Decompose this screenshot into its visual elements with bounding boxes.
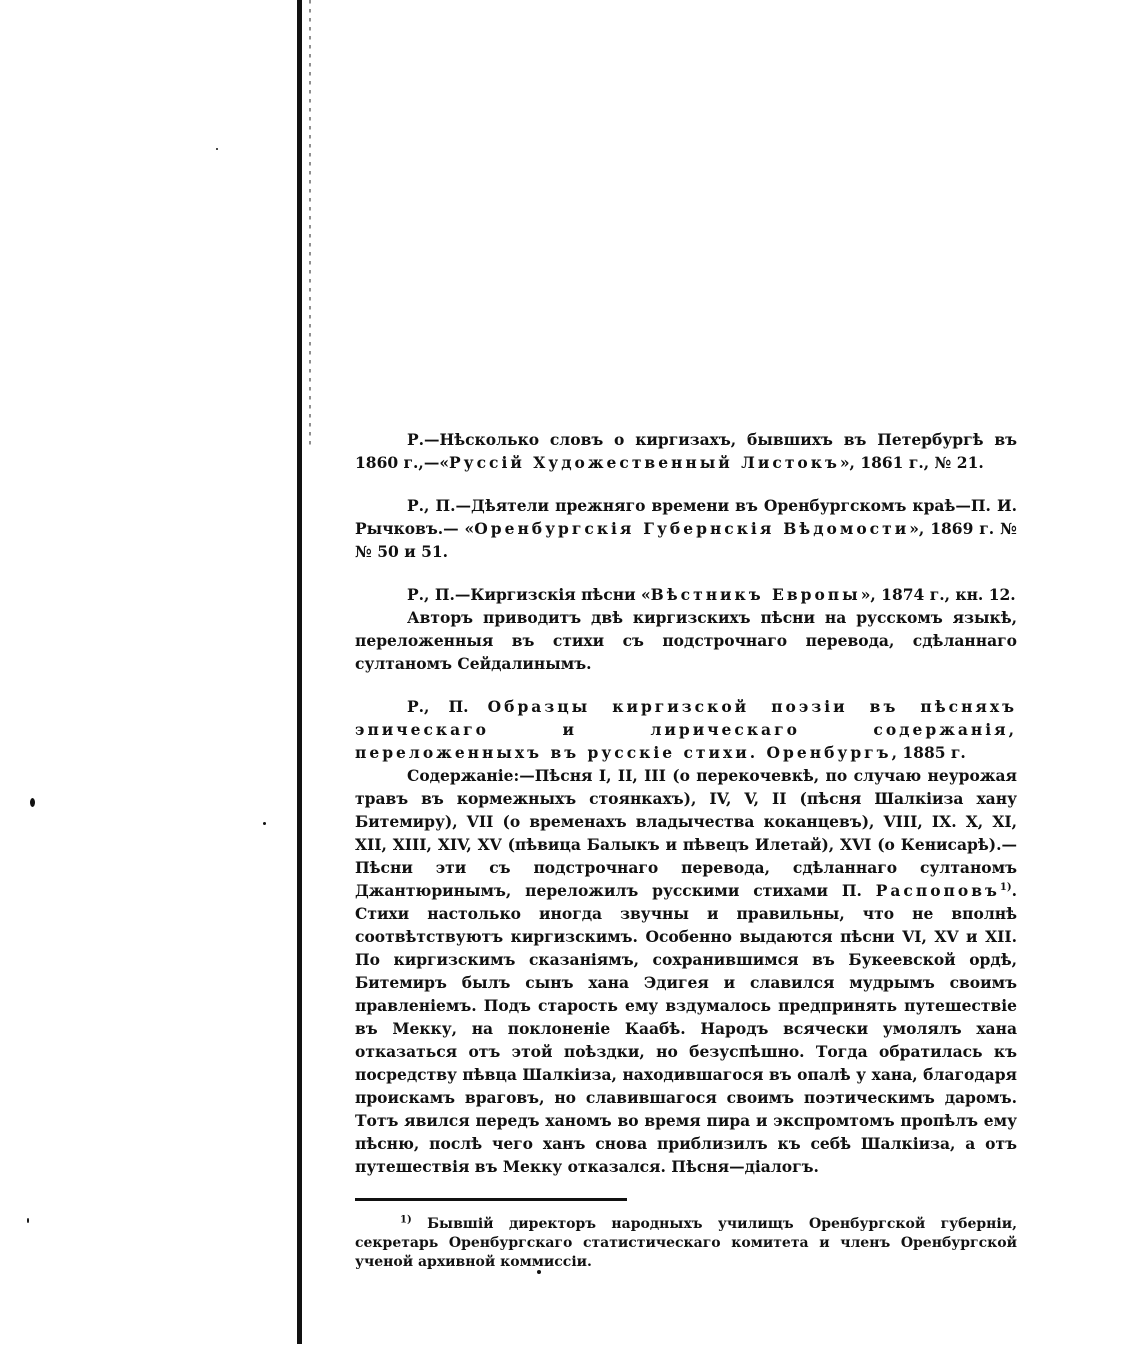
speck: [216, 148, 218, 150]
footnote: $^{1)}$ Бывшiй директоръ народныхъ училищъ Оренбургской губернiи, секретарь Оренбургскаго статистическаго комитета и членъ Оренбургской ученой архивной коммиссiи.: [355, 1214, 1017, 1270]
bibliography-entry: [355, 583, 1017, 675]
entry-annotation: Авторъ приводитъ двѣ киргизскихъ пѣсни на русскомъ языкѣ, переложенныя въ стихи съ подстрочнаго перевода, сдѣланнаго султаномъ Сейдалинымъ.: [355, 608, 1017, 673]
footnote-mark: 1): [400, 1214, 412, 1226]
bibliography-entry: [355, 494, 1017, 563]
bibliography-entry: [355, 695, 1017, 1178]
bibliography-entry: [355, 428, 1017, 474]
speck: [27, 1218, 29, 1223]
entry-paragraph: Р., П. Образцы киргизской поэзiи въ пѣсняхъ эпическаго и лирическаго содержанiя, переложенныхъ въ русскiе стихи. Оренбургъ, 1885 г.: [355, 697, 1017, 762]
footnote-reference: 1): [999, 881, 1012, 893]
footnote-divider: [355, 1198, 627, 1201]
gutter-line: [297, 0, 302, 1344]
gutter-dots: [309, 0, 311, 450]
entry-paragraph: Р., П.—Киргизскiя пѣсни «Вѣстникъ Европы», 1874 г., кн. 12.: [407, 585, 1016, 604]
speck: [30, 798, 35, 807]
document-body: [355, 428, 1017, 1272]
entry-paragraph: Р., П.—Дѣятели прежняго времени въ Оренбургскомъ краѣ—П. И. Рычковъ.— «Оренбургскiя Губернскiя Вѣдомости», 1869 г. №№ 50 и 51.: [355, 496, 1017, 561]
entry-paragraph: Р.—Нѣсколько словъ о киргизахъ, бывшихъ въ Петербургѣ въ 1860 г.,—«Руссiй Художественный Листокъ», 1861 г., № 21.: [355, 430, 1017, 472]
speck: [263, 822, 266, 825]
entry-annotation: Содержанiе:—Пѣсня I, II, III (о перекочевкѣ, по случаю неурожая травъ въ кормежныхъ стоянкахъ), IV, V, II (пѣсня Шалкiиза хану Битемиру), VII (о временахъ владычества коканцевъ), VIII, IX. X, XI, XII, XIII, XIV, XV (пѣвица Балыкъ и пѣвецъ Илетай), XVI (о Кенисарѣ).—Пѣсни эти съ подстрочнаго перевода, сдѣланнаго султаномъ Джантюринымъ, переложилъ русскими стихами П. Распоповъ$^{1)}$. Стихи настолько иногда звучны и правильны, что не вполнѣ соотвѣтствуютъ киргизскимъ. Особенно выдаются пѣсни VI, XV и XII. По киргизскимъ сказанiямъ, сохранившимся въ Букеевской ордѣ, Битемиръ былъ сынъ хана Эдигея и славился мудрымъ своимъ правленiемъ. Подъ старость ему вздумалось предпринять путешествiе въ Мекку, на поклоненiе Каабѣ. Народъ всячески умолялъ хана отказаться отъ этой поѣздки, но безуспѣшно. Тогда обратилась къ посредству пѣвца Шалкiиза, находившагося въ опалѣ у хана, благодаря проискамъ враговъ, но славившагося своимъ поэтическимъ даромъ. Тотъ явился передъ ханомъ во время пира и экспромтомъ пропѣлъ ему пѣсню, послѣ чего ханъ снова приблизилъ къ себѣ Шалкiиза, а отъ путешествiя въ Мекку отказался. Пѣсня—дiалогъ.: [355, 766, 1017, 1176]
